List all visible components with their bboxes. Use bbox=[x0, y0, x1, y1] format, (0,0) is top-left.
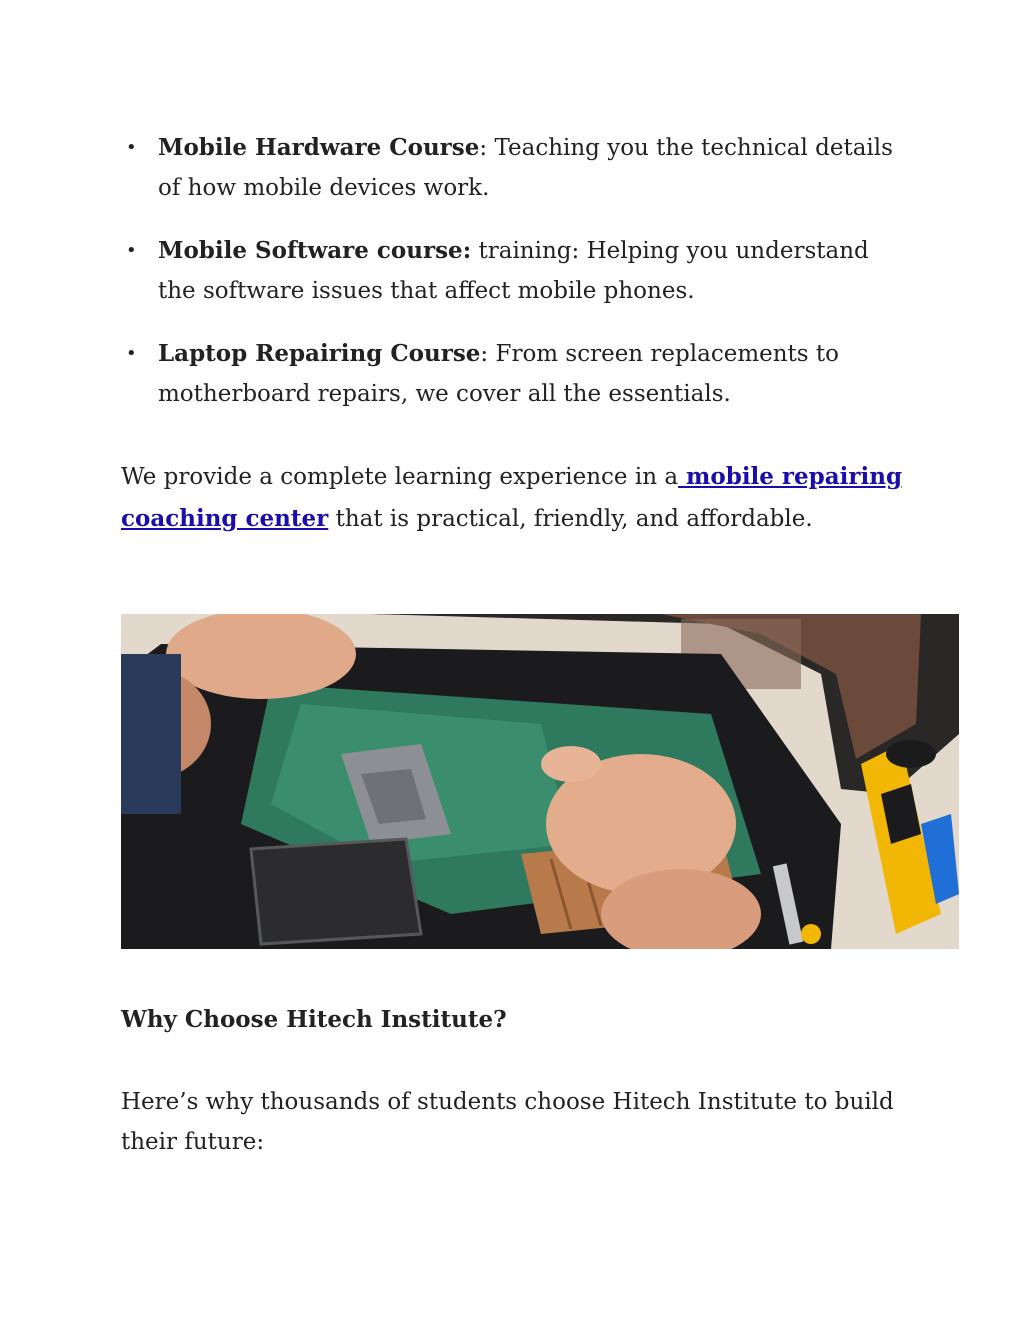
bullet-icon: • bbox=[126, 137, 137, 158]
section-paragraph: Here’s why thousands of students choose Hitech Institute to build their future: bbox=[121, 1089, 894, 1155]
intro-text-after: that is practical, friendly, and affordable. bbox=[328, 506, 813, 532]
course-separator bbox=[471, 238, 478, 264]
course-title: Mobile Software course: bbox=[158, 237, 472, 264]
course-description: Teaching you the technical details of how mobile devices work. bbox=[158, 135, 893, 201]
list-item bbox=[121, 334, 911, 414]
laptop-repair-illustration bbox=[121, 614, 959, 949]
course-description: training: Helping you understand the software issues that affect mobile phones. bbox=[158, 238, 869, 304]
course-title: Laptop Repairing Course bbox=[158, 340, 481, 367]
bullet-icon: • bbox=[126, 343, 137, 364]
course-separator: : bbox=[480, 341, 496, 367]
coaching-center-link[interactable]: mobile repairing coaching center bbox=[121, 463, 903, 532]
section-heading: Why Choose Hitech Institute? bbox=[121, 1006, 507, 1033]
laptop-repair-photo bbox=[121, 614, 959, 949]
list-item bbox=[121, 231, 911, 311]
intro-paragraph bbox=[121, 456, 911, 540]
course-title: Mobile Hardware Course bbox=[158, 134, 480, 161]
course-separator: : bbox=[479, 135, 495, 161]
list-item bbox=[121, 128, 911, 208]
intro-text-before: We provide a complete learning experience in a bbox=[121, 464, 679, 490]
course-list bbox=[121, 128, 911, 437]
course-description: From screen replacements to motherboard repairs, we cover all the essentials. bbox=[158, 341, 840, 407]
bullet-icon: • bbox=[126, 240, 137, 261]
